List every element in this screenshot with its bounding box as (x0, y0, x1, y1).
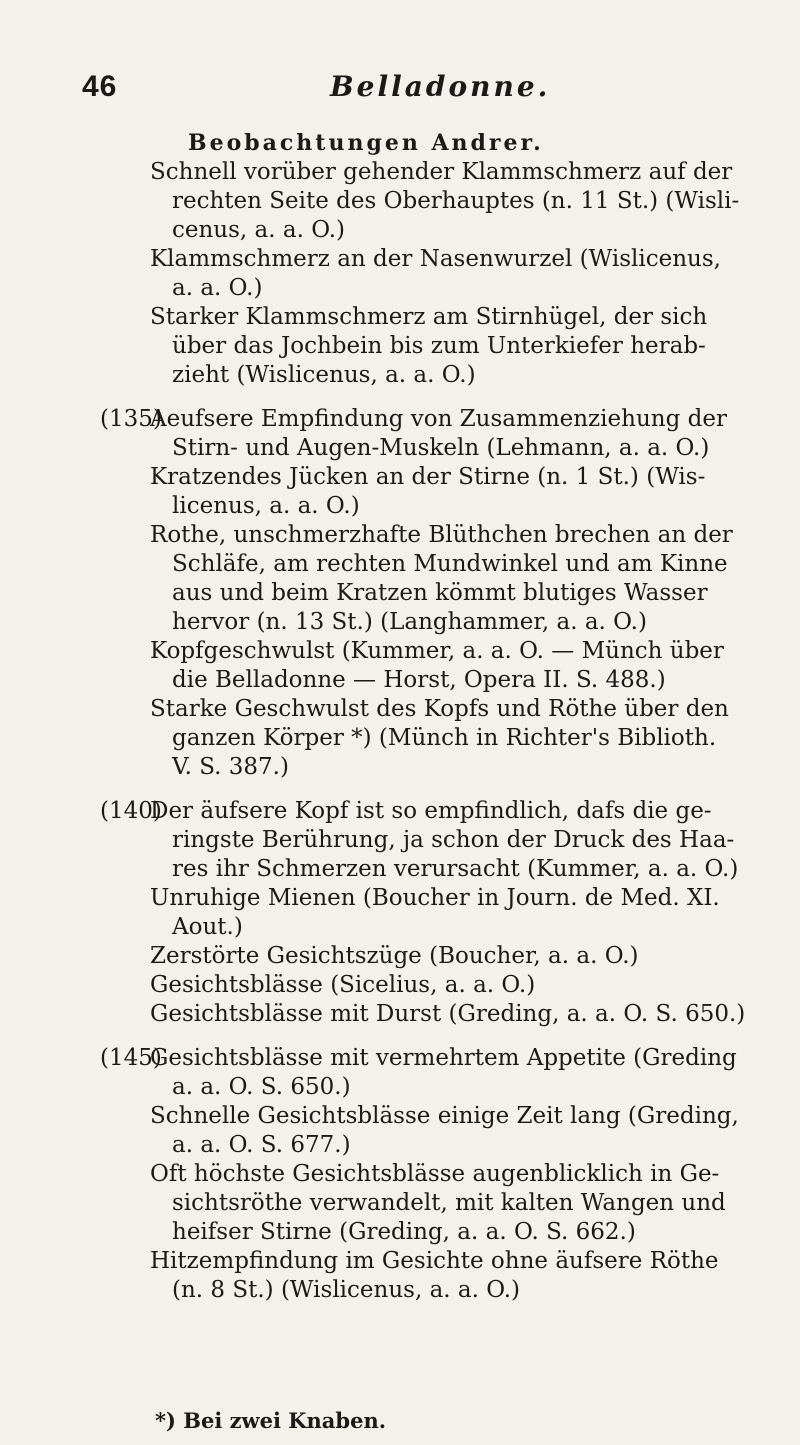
entry (150, 463, 790, 521)
entry-number: (140) (100, 798, 162, 824)
entry-line: Gesichtsblässe (Sicelius, a. a. O.) (150, 972, 536, 998)
entry-list (100, 158, 790, 1305)
entry-line: Klammschmerz an der Nasenwurzel (Wislicenus, (150, 246, 721, 272)
entry-line: a. a. O.) (172, 275, 263, 301)
entry-line: Starker Klammschmerz am Stirnhügel, der sich (150, 304, 708, 330)
entry (150, 637, 790, 695)
entry (150, 884, 790, 942)
entry-line: Gesichtsblässe mit vermehrtem Appetite (Greding (150, 1045, 737, 1071)
entry-line: Der äufsere Kopf ist so empfindlich, dafs die ge- (150, 798, 712, 824)
entry (150, 303, 790, 390)
entry-line: hervor (n. 13 St.) (Langhammer, a. a. O.) (172, 609, 647, 635)
entry-line: Schläfe, am rechten Mundwinkel und am Kinne (172, 551, 728, 577)
entry-line: sichtsröthe verwandelt, mit kalten Wangen und (172, 1190, 726, 1216)
entry-line: Schnelle Gesichtsblässe einige Zeit lang (Greding, (150, 1103, 739, 1129)
entry-gap (150, 782, 790, 797)
entry-number: (145) (100, 1045, 162, 1071)
entry-line: a. a. O. S. 677.) (172, 1132, 351, 1158)
entry-line: Stirn- und Augen-Muskeln (Lehmann, a. a. O.) (172, 435, 710, 461)
entry-line: licenus, a. a. O.) (172, 493, 360, 519)
entry-line: Zerstörte Gesichtszüge (Boucher, a. a. O.) (150, 943, 639, 969)
entry-line: ganzen Körper *) (Münch in Richter's Biblioth. (172, 725, 717, 751)
body-text (100, 128, 790, 1305)
entry-line: Starke Geschwulst des Kopfs und Röthe über den (150, 696, 729, 722)
entry-line: Rothe, unschmerzhafte Blüthchen brechen an der (150, 522, 733, 548)
entry-line: res ihr Schmerzen verursacht (Kummer, a. a. O.) (172, 856, 739, 882)
entry-gap (150, 1029, 790, 1044)
entry-line: rechten Seite des Oberhauptes (n. 11 St.) (Wisli- (172, 188, 740, 214)
entry-line: Schnell vorüber gehender Klammschmerz auf der (150, 159, 733, 185)
entry (150, 521, 790, 637)
entry-line: a. a. O. S. 650.) (172, 1074, 351, 1100)
entry-line: Hitzempfindung im Gesichte ohne äufsere Röthe (150, 1248, 719, 1274)
running-title: Belladonne. (330, 70, 551, 103)
page-header (0, 70, 800, 110)
entry-line: Aout.) (172, 914, 243, 940)
entry-number: (135) (100, 406, 162, 432)
footnote: *) Bei zwei Knaben. (155, 1408, 387, 1433)
entry-line: (n. 8 St.) (Wislicenus, a. a. O.) (172, 1277, 521, 1303)
entry-line: V. S. 387.) (172, 754, 289, 780)
entry (150, 158, 790, 245)
entry-line: Unruhige Mienen (Boucher in Journ. de Med. XI. (150, 885, 720, 911)
entry (150, 971, 790, 1000)
section-title: Beobachtungen Andrer. (188, 130, 544, 156)
entry-line: über das Jochbein bis zum Unterkiefer herab- (172, 333, 706, 359)
entry-line: Oft höchste Gesichtsblässe augenblicklich in Ge- (150, 1161, 720, 1187)
entry (100, 405, 790, 463)
entry (150, 1000, 790, 1029)
entry (150, 1247, 790, 1305)
entry (150, 695, 790, 782)
entry-line: Gesichtsblässe mit Durst (Greding, a. a. O. S. 650.) (150, 1001, 746, 1027)
entry (150, 1102, 790, 1160)
entry-line: Kopfgeschwulst (Kummer, a. a. O. — Münch über (150, 638, 724, 664)
entry (150, 1160, 790, 1247)
entry-line: zieht (Wislicenus, a. a. O.) (172, 362, 476, 388)
entry (100, 1044, 790, 1102)
page-number: 46 (82, 70, 118, 103)
entry-line: Kratzendes Jücken an der Stirne (n. 1 St.) (Wis- (150, 464, 706, 490)
entry-line: aus und beim Kratzen kömmt blutiges Wasser (172, 580, 708, 606)
entry-gap (150, 390, 790, 405)
entry-line: heifser Stirne (Greding, a. a. O. S. 662.) (172, 1219, 636, 1245)
entry-line: Aeufsere Empfindung von Zusammenziehung der (150, 406, 727, 432)
entry (150, 942, 790, 971)
entry-line: die Belladonne — Horst, Opera II. S. 488.) (172, 667, 666, 693)
entry-line: cenus, a. a. O.) (172, 217, 346, 243)
entry (100, 797, 790, 884)
entry (150, 245, 790, 303)
entry-line: ringste Berührung, ja schon der Druck des Haa- (172, 827, 735, 853)
